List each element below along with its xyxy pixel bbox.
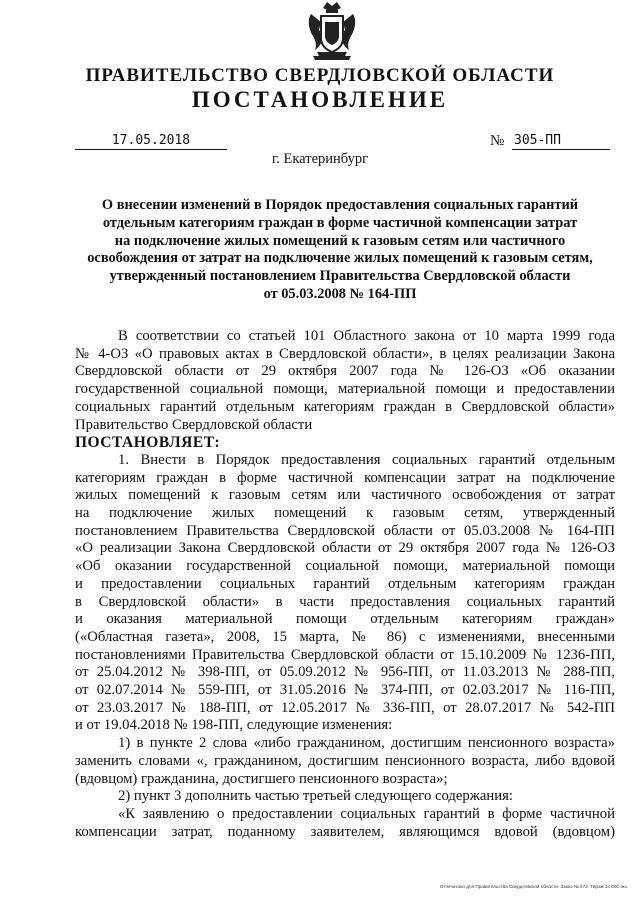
- item1-line: и от 19.04.2018 № 198-ПП, следующие изменения:: [75, 717, 393, 734]
- heading-line: утвержденный постановлением Правительства Свердловской области: [109, 268, 571, 285]
- item1-line: в Свердловской области» в части предоставления социальных гарантий: [75, 593, 615, 610]
- heading-line: от 05.03.2008 № 164-ПП: [263, 285, 417, 302]
- item1-line: «О реализации Закона Свердловской области от 29 октября 2007 года № 126-ОЗ: [75, 540, 615, 557]
- item1-line: от 25.04.2012 № 398-ПП, от 05.09.2012 № 956-ПП, от 11.03.2013 № 288-ПП,: [75, 664, 615, 681]
- government-title: ПРАВИТЕЛЬСТВО СВЕРДЛОВСКОЙ ОБЛАСТИ: [85, 65, 555, 86]
- item1-line: и предоставлении социальных гарантий отдельным категориям граждан: [75, 575, 615, 592]
- preamble-line: государственной социальной помощи, материальной помощи и предоставлении: [75, 381, 615, 398]
- print-note: Отпечатано для Правительства Свердловской области. Заказ № 573. Тираж 14 000 экз.: [439, 884, 628, 889]
- document-date: 17.05.2018: [75, 133, 227, 150]
- item1-line: и оказания материальной помощи отдельным категориям граждан»: [75, 611, 615, 628]
- item1-line: («Областная газета», 2008, 15 марта, № 86) с изменениями, внесенными: [75, 628, 615, 645]
- preamble-line: социальных гарантий отдельным категориям граждан в Свердловской области»: [75, 398, 615, 415]
- document-type-title: ПОСТАНОВЛЕНИЕ: [191, 87, 449, 112]
- item1-line: на подключение жилых помещений к газовым сетям, утвержденный: [75, 505, 615, 522]
- decree-word: ПОСТАНОВЛЯЕТ:: [75, 434, 221, 452]
- quote-line: «К заявлению о предоставлении социальных гарантий в форме частичной: [118, 805, 615, 822]
- heading-line: О внесении изменений в Порядок предоставления социальных гарантий: [101, 197, 579, 213]
- subitem2-line: 2) пункт 3 дополнить частью третьей следующего содержания:: [118, 788, 513, 805]
- subitem1-line: 1) в пункте 2 слова «либо гражданином, достигшим пенсионного возраста»: [118, 735, 615, 752]
- heading-line: освобождения от затрат на подключение жилых помещений к газовым сетям,: [87, 250, 593, 267]
- heading-line: отдельным категориям граждан в форме частичной компенсации затрат: [102, 214, 578, 231]
- item1-line: 1. Внести в Порядок предоставления социальных гарантий отдельным: [118, 451, 615, 468]
- preamble-line: Правительство Свердловской области: [75, 416, 313, 433]
- subitem1-line: (вдовцом) гражданина, достигшего пенсионного возраста»;: [75, 770, 448, 787]
- item1-line: постановлениями Правительства Свердловской области от 15.10.2009 № 1236-ПП,: [75, 646, 615, 663]
- item1-line: категориям граждан в форме частичной компенсации затрат на подключение: [75, 469, 615, 486]
- document-body: [75, 328, 615, 841]
- item1-line: «Об оказании государственной социальной помощи, материальной помощи: [75, 558, 615, 575]
- heading-line: на подключение жилых помещений к газовым сетям или частичного: [114, 232, 566, 249]
- item1-line: жилых помещений к газовым сетям или частичного освобождения от затрат: [75, 487, 615, 504]
- quote-line: компенсации затрат, поданному заявителем, являющимся вдовой (вдовцом): [75, 823, 615, 840]
- city-label: г. Екатеринбург: [271, 151, 369, 167]
- preamble-line: Свердловской области от 29 октября 2007 года № 126-ОЗ «Об оказании: [75, 363, 615, 380]
- document-number: 305-ПП: [512, 133, 610, 150]
- item1-line: от 23.03.2017 № 188-ПП, от 12.05.2017 № 336-ПП, от 28.07.2017 № 542-ПП: [75, 699, 615, 716]
- item1-line: от 02.07.2014 № 559-ПП, от 31.05.2016 № 374-ПП, от 02.03.2017 № 116-ПП,: [75, 682, 615, 699]
- document-heading: [70, 197, 610, 304]
- coat-of-arms-emblem: [303, 0, 361, 62]
- preamble-line: В соответствии со статьей 101 Областного закона от 10 марта 1999 года: [118, 328, 615, 344]
- item1-line: постановлением Правительства Свердловской области от 05.03.2008 № 164-ПП: [75, 522, 615, 539]
- number-sign: №: [490, 133, 505, 149]
- subitem1-line: заменить словами «, гражданином, достигшим пенсионного возраста, либо вдовой: [75, 752, 615, 769]
- preamble-line: № 4-ОЗ «О правовых актах в Свердловской области», в целях реализации Закона: [75, 345, 615, 362]
